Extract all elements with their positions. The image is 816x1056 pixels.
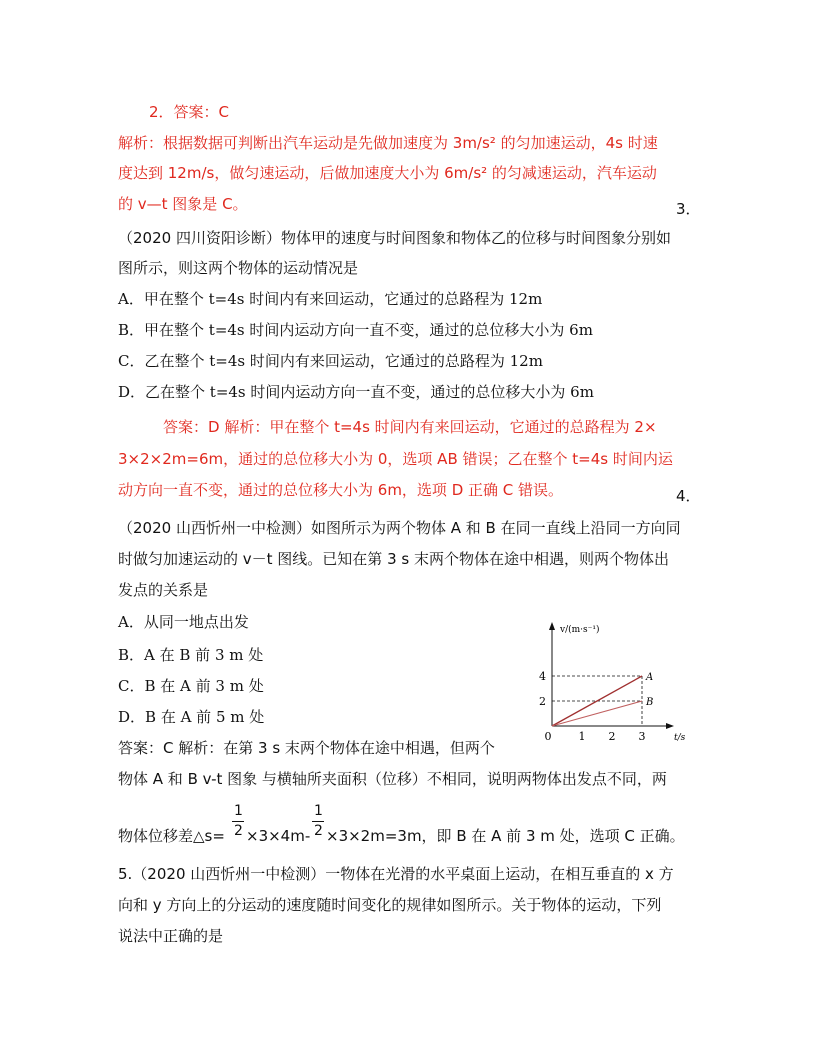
series-a-label: A	[646, 672, 654, 683]
y-tick-4: 4	[539, 670, 546, 683]
q4-formula-start: 物体位移差△s=	[118, 827, 225, 845]
q4-answer-line-1: 答案：C 解析：在第 3 s 末两个物体在途中相遇，但两个	[118, 739, 495, 757]
x-axis-arrow	[666, 723, 674, 729]
q3-option-d: D．乙在整个 t=4s 时间内运动方向一直不变，通过的总位移大小为 6m	[118, 383, 594, 401]
q2-explanation-line-2: 度达到 12m/s，做匀速运动，后做加速度大小为 6m/s² 的匀减速运动，汽车运动	[118, 164, 657, 182]
q2-explanation-line-1: 解析：根据数据可判断出汽车运动是先做加速度为 3m/s² 的匀加速运动，4s 时速	[118, 134, 658, 152]
fraction-2-denominator: 2	[314, 823, 323, 839]
y-axis-arrow	[549, 622, 555, 630]
fraction-2-bar	[312, 821, 324, 822]
q3-explanation-line-2: 3×2×2m=6m，通过的总位移大小为 0，选项 AB 错误；乙在整个 t=4s 时间内运	[118, 450, 673, 468]
fraction-2-numerator: 1	[314, 803, 323, 819]
q4-formula-mid: ×3×4m-	[246, 827, 311, 845]
q4-formula-end: ×3×2m=3m，即 B 在 A 前 3 m 处，选项 C 正确。	[326, 827, 685, 845]
q3-stem-line-2: 图所示，则这两个物体的运动情况是	[118, 259, 359, 277]
q5-stem-line-3: 说法中正确的是	[118, 927, 224, 945]
fraction-1-bar	[232, 821, 244, 822]
x-tick-1: 1	[578, 730, 586, 742]
q4-option-c: C．B 在 A 前 3 m 处	[118, 677, 264, 695]
q3-explanation-line-3: 动方向一直不变，通过的总位移大小为 6m，选项 D 正确 C 错误。	[118, 481, 564, 499]
q3-option-b: B．甲在整个 t=4s 时间内运动方向一直不变，通过的总位移大小为 6m	[118, 321, 593, 339]
series-b-line	[552, 701, 642, 726]
q5-stem-line-1: 5.（2020 山西忻州一中检测）一物体在光滑的水平桌面上运动，在相互垂直的 x 方	[118, 865, 674, 883]
x-tick-2: 2	[608, 730, 616, 742]
series-b-label: B	[646, 697, 654, 708]
q4-option-a: A．从同一地点出发	[118, 613, 249, 631]
q4-stem-line-2: 时做匀加速运动的 v－t 图线。已知在第 3 s 末两个物体在途中相遇，则两个物体出	[118, 550, 669, 568]
q3-stem-line-1: （2020 四川资阳诊断）物体甲的速度与时间图象和物体乙的位移与时间图象分别如	[118, 229, 671, 247]
x-tick-3: 3	[638, 730, 646, 742]
q3-option-c: C．乙在整个 t=4s 时间内有来回运动，它通过的总路程为 12m	[118, 352, 543, 370]
q4-option-b: B．A 在 B 前 3 m 处	[118, 646, 264, 664]
x-tick-0: 0	[544, 730, 552, 742]
q3-option-a: A．甲在整个 t=4s 时间内有来回运动，它通过的总路程为 12m	[118, 290, 543, 308]
q2-answer: 2．答案：C	[149, 103, 230, 121]
q4-stem-line-3: 发点的关系是	[118, 581, 209, 599]
fraction-1-numerator: 1	[234, 803, 243, 819]
vt-graph	[520, 618, 700, 742]
x-axis-label: t/s	[674, 733, 686, 742]
q3-explanation-line-1: 答案：D 解析：甲在整个 t=4s 时间内有来回运动，它通过的总路程为 2×	[163, 418, 657, 436]
q2-explanation-line-3: 的 v—t 图象是 C。	[118, 195, 248, 213]
q4-stem-line-1: （2020 山西忻州一中检测）如图所示为两个物体 A 和 B 在同一直线上沿同一方向同	[118, 519, 681, 537]
question-4-number: 4．	[676, 487, 701, 505]
q4-option-d: D．B 在 A 前 5 m 处	[118, 708, 265, 726]
y-tick-2: 2	[539, 695, 546, 708]
fraction-1-denominator: 2	[234, 823, 243, 839]
question-3-number: 3．	[676, 200, 701, 218]
q5-stem-line-2: 向和 y 方向上的分运动的速度随时间变化的规律如图所示。关于物体的运动，下列	[118, 896, 662, 914]
q4-answer-line-2: 物体 A 和 B v-t 图象 与横轴所夹面积（位移）不相同，说明两物体出发点不同，两	[118, 770, 667, 788]
y-axis-label: v/(m·s⁻¹)	[560, 625, 600, 635]
